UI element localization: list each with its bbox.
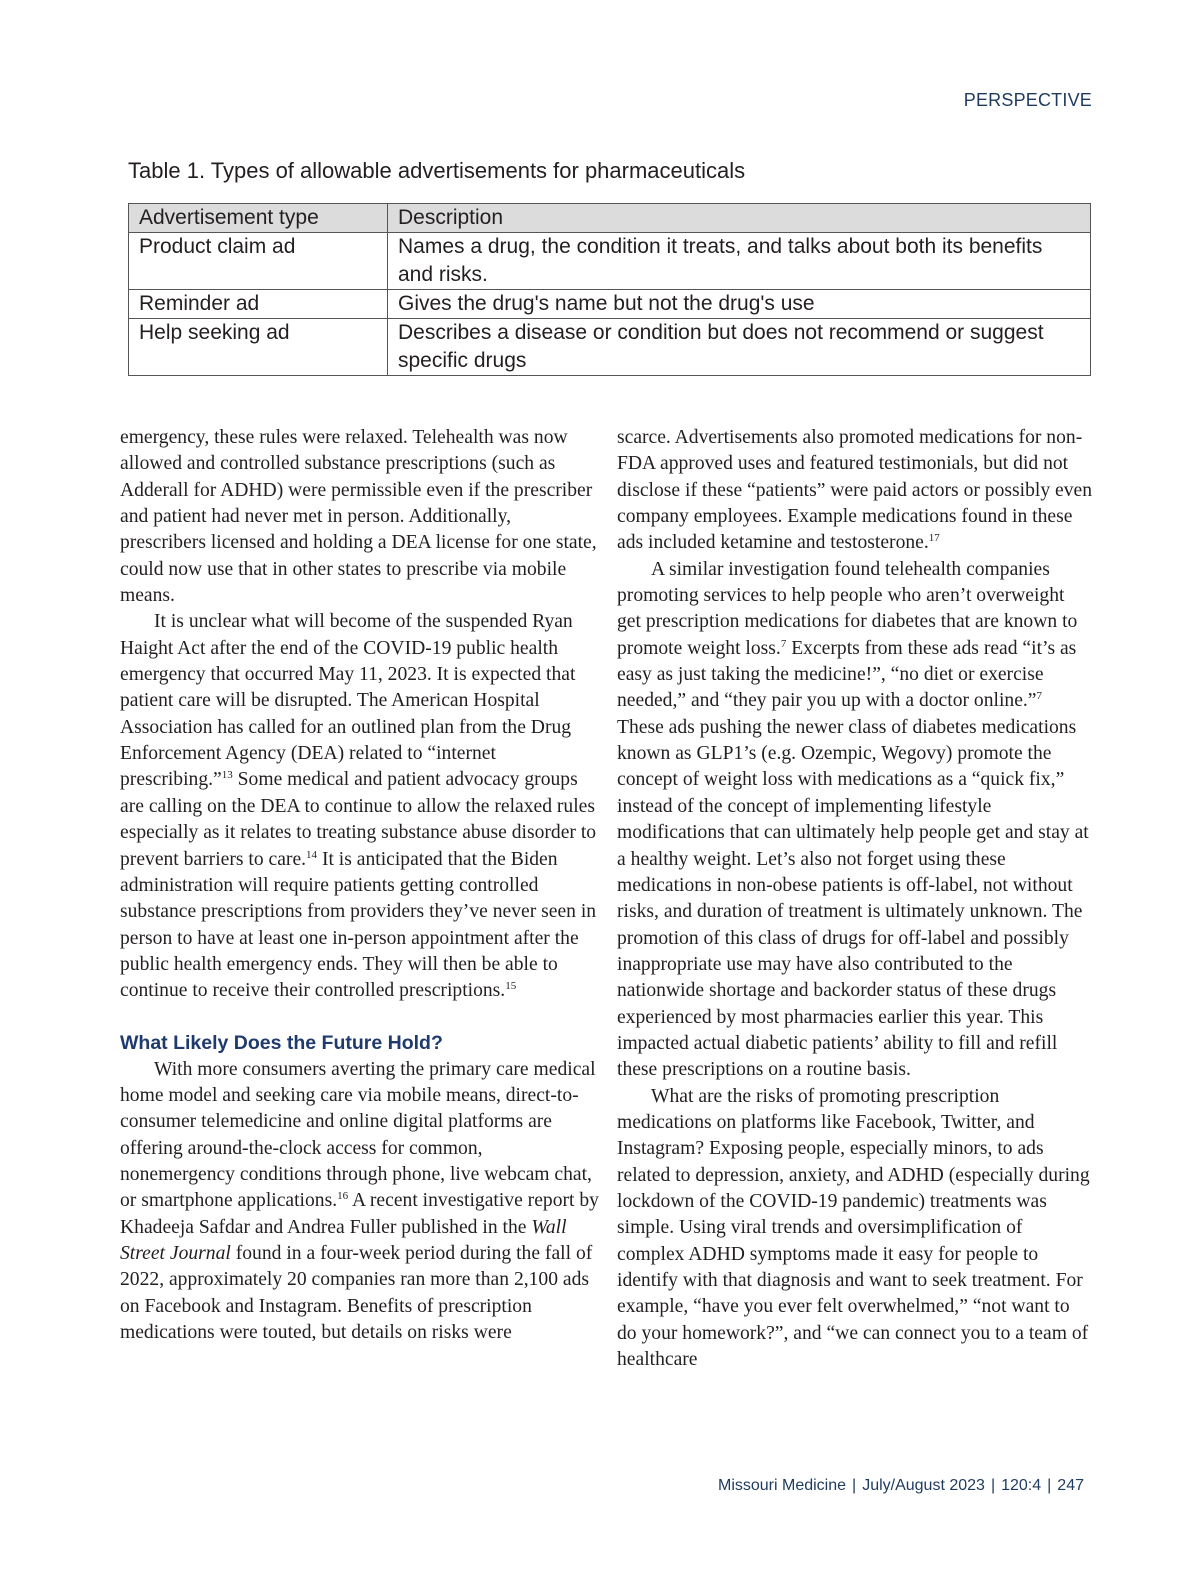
table-row xyxy=(129,290,1091,319)
paragraph-text: Some medical and patient advocacy groups are calling on the DEA to continue to allow the relaxed rules especially as it relates to treating substance abuse disorder to prevent barriers to care. xyxy=(120,769,597,870)
body-paragraph xyxy=(617,1084,1093,1374)
reference-marker: 17 xyxy=(928,532,940,545)
footer-volume: 120:4 xyxy=(1001,1477,1042,1494)
reference-marker: 16 xyxy=(337,1190,349,1203)
column-header-type: Advertisement type xyxy=(129,204,388,233)
table-cell-type: Reminder ad xyxy=(129,290,388,319)
section-label: PERSPECTIVE xyxy=(963,90,1092,110)
paragraph-text: scarce. Advertisements also promoted medications for non-FDA approved uses and featured testimonials, but did not disclose if these “patients” were paid actors or possibly even company employees. Example medications found in these ads included ketamine and testosterone. xyxy=(617,427,1092,554)
section-heading: What Likely Does the Future Hold? xyxy=(120,1031,443,1054)
paragraph-text: With more consumers averting the primary care medical home model and seeking care via mobile means, direct-to-consumer telemedicine and online digital platforms are offering around-the-clock access for common, nonemergency conditions through phone, live webcam chat, or smartphone applications. xyxy=(120,1058,596,1212)
reference-marker: 14 xyxy=(306,848,318,861)
paragraph-text: found in a four-week period during the fall of 2022, approximately 20 companies ran more than 2,100 ads on Facebook and Instagram. Benefits of prescription medications were touted, but details on risks were xyxy=(120,1242,593,1343)
left-column xyxy=(120,425,600,1346)
paragraph-text: What are the risks of promoting prescription medications on platforms like Facebook, Twitter, and Instagram? Exposing people, especially minors, to ads related to depression, anxiety, and ADHD (especially during lockdown of the COVID-19 pandemic) treatments was simple. Using viral trends and oversimplification of complex ADHD symptoms made it easy for people to identify with that diagnosis and want to seek treatment. For example, “have you ever felt overwhelmed,” “not want to do your homework?”, and “we can connect you to a team of healthcare xyxy=(617,1085,1090,1371)
body-paragraph xyxy=(120,425,600,609)
body-paragraph xyxy=(120,609,600,1004)
reference-marker: 15 xyxy=(505,980,517,993)
column-header-description: Description xyxy=(388,204,1091,233)
table-caption: Table 1. Types of allowable advertisements for pharmaceuticals xyxy=(128,158,746,183)
advertisement-types-table xyxy=(128,203,1091,376)
paragraph-text: A recent investigative report by Khadeeja Safdar and Andrea Fuller published in the xyxy=(120,1190,599,1238)
right-column xyxy=(617,425,1093,1373)
paragraph-text: A similar investigation found telehealth companies promoting services to help people who aren’t overweight get prescription medications for diabetes that are known to promote weight loss. xyxy=(617,558,1078,659)
page-footer xyxy=(718,1477,1084,1495)
table-cell-description: Names a drug, the condition it treats, and talks about both its benefits and risks. xyxy=(388,233,1091,290)
table-cell-description: Gives the drug's name but not the drug's use xyxy=(388,290,1091,319)
paragraph-text: It is unclear what will become of the suspended Ryan Haight Act after the end of the COVID-19 public health emergency that occurred May 11, 2023. It is expected that patient care will be disrupted. The American Hospital Association has called for an outlined plan from the Drug Enforcement Agency (DEA) related to “internet prescribing.” xyxy=(120,611,576,791)
reference-marker: 7 xyxy=(1036,690,1042,703)
table-row xyxy=(129,233,1091,290)
body-paragraph xyxy=(120,1057,600,1347)
reference-marker: 7 xyxy=(780,637,787,650)
footer-separator: | xyxy=(1047,1477,1052,1494)
paragraph-text: Excerpts from these ads read “it’s as easy as just taking the medicine!”, “no diet or exercise needed,” and “they pair you up with a doctor online.” xyxy=(617,637,1077,712)
paragraph-text: It is anticipated that the Biden administration will require patients getting controlled substance prescriptions from providers they’ve never seen in person to have at least one in-person appointment after the public health emergency ends. They will then be able to continue to receive their controlled prescriptions. xyxy=(120,848,597,1002)
body-paragraph xyxy=(617,425,1093,557)
table-cell-type: Help seeking ad xyxy=(129,319,388,376)
paragraph-text: emergency, these rules were relaxed. Telehealth was now allowed and controlled substance prescriptions (such as Adderall for ADHD) were permissible even if the prescriber and patient had never met in person. Additionally, prescribers licensed and holding a DEA license for one state, could now use that in other states to prescribe via mobile means. xyxy=(120,427,597,607)
paragraph-text: These ads pushing the newer class of diabetes medications known as GLP1’s (e.g. Ozempic, Wegovy) promote the concept of weight loss with medications as a “quick fix,” instead of the concept of implementing lifestyle modifications that can ultimately help people get and stay at a healthy weight. Let’s also not forget using these medications in non-obese patients is off-label, not without risks, and duration of treatment is ultimately unknown. The promotion of this class of drugs for off-label and possibly inappropriate use may have also contributed to the nationwide shortage and backorder status of these drugs experienced by most pharmacies earlier this year. This impacted actual diabetic patients’ ability to fill and refill these prescriptions on a routine basis. xyxy=(617,716,1089,1081)
footer-journal: Missouri Medicine xyxy=(717,1477,847,1494)
footer-issue: July/August 2023 xyxy=(862,1477,985,1494)
table-cell-type: Product claim ad xyxy=(129,233,388,290)
footer-separator: | xyxy=(990,1477,996,1494)
table-row xyxy=(129,319,1091,376)
footer-separator: | xyxy=(852,1477,857,1494)
table-cell-description: Describes a disease or condition but does not recommend or suggest specific drugs xyxy=(388,319,1091,376)
journal-title: Wall Street Journal xyxy=(120,1216,567,1264)
page-number: 247 xyxy=(1057,1477,1084,1494)
reference-marker: 13 xyxy=(221,769,233,782)
table-header-row xyxy=(129,204,1091,233)
body-paragraph xyxy=(617,557,1093,1084)
